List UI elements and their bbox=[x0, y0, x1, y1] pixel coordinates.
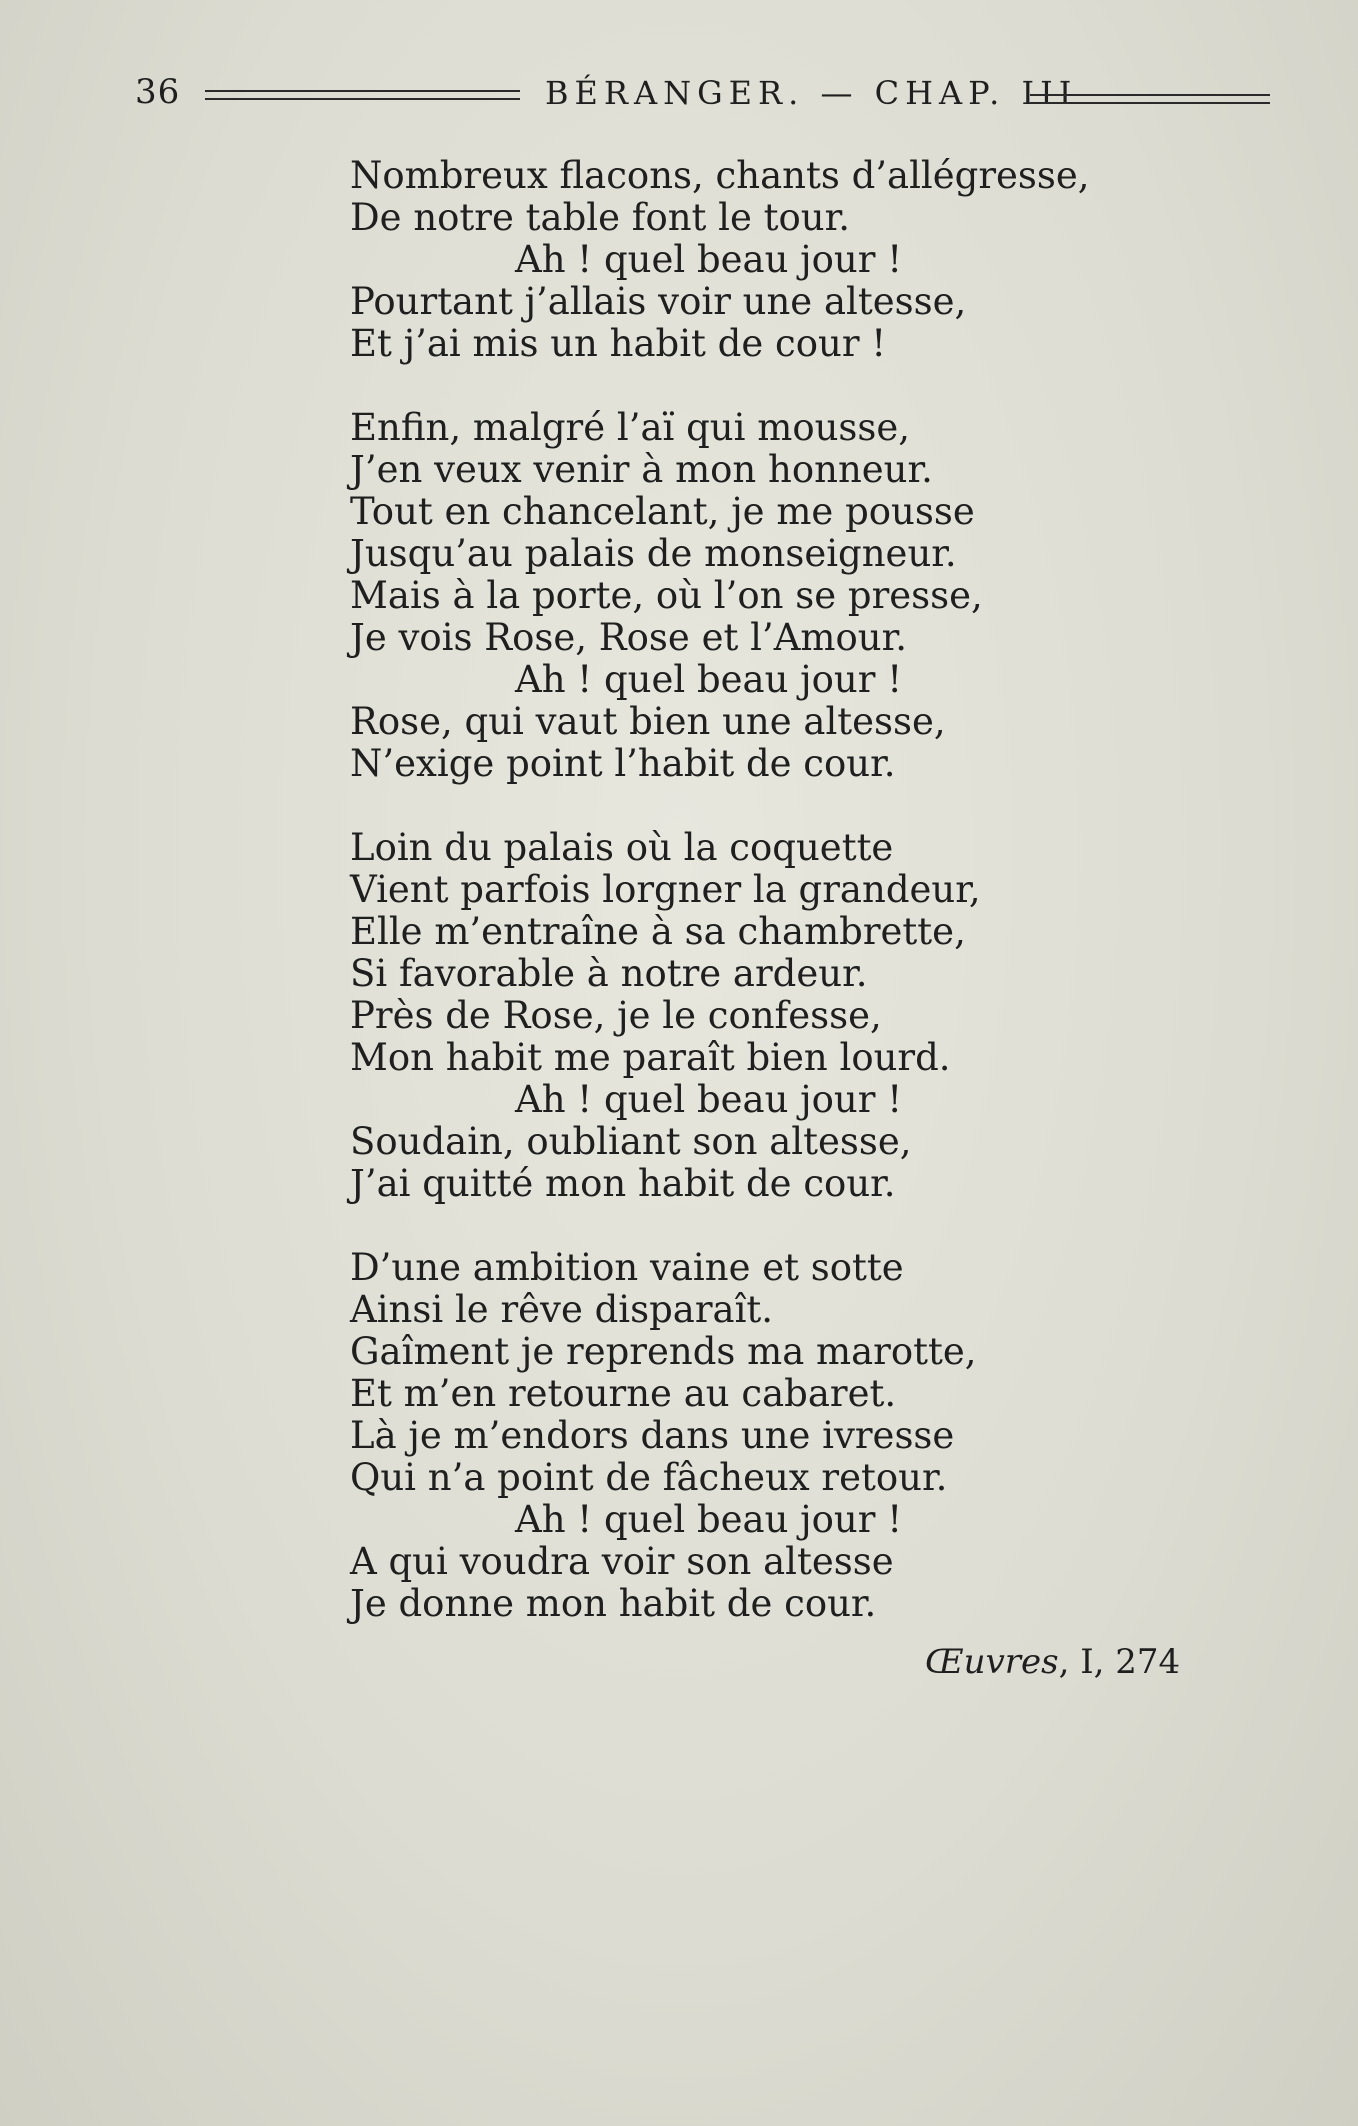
verse-line: J’ai quitté mon habit de cour. bbox=[350, 1162, 896, 1205]
verse-line: Je donne mon habit de cour. bbox=[350, 1582, 877, 1625]
verse-line: J’en veux venir à mon honneur. bbox=[350, 448, 933, 491]
stanza-3 bbox=[350, 827, 1110, 1205]
verse-line: Ainsi le rêve disparaît. bbox=[350, 1288, 774, 1331]
running-head: BÉRANGER. — CHAP. III bbox=[545, 74, 1078, 112]
source-title: Œuvres bbox=[925, 1642, 1059, 1682]
verse-line: A qui voudra voir son altesse bbox=[350, 1540, 894, 1583]
verse-line: Jusqu’au palais de monseigneur. bbox=[350, 532, 957, 575]
source-citation bbox=[925, 1642, 1180, 1682]
verse-line: Je vois Rose, Rose et l’Amour. bbox=[350, 616, 907, 659]
source-reference: , I, 274 bbox=[1058, 1642, 1181, 1682]
refrain-line: Ah ! quel beau jour ! bbox=[515, 658, 903, 701]
refrain-line: Ah ! quel beau jour ! bbox=[515, 1078, 903, 1121]
verse-line: Enfin, malgré l’aï qui mousse, bbox=[350, 406, 911, 449]
page-number: 36 bbox=[135, 72, 181, 112]
verse-line: Tout en chancelant, je me pousse bbox=[350, 490, 975, 533]
header-rule-right bbox=[1030, 94, 1270, 104]
verse-line: Si favorable à notre ardeur. bbox=[350, 952, 868, 995]
verse-line: Là je m’endors dans une ivresse bbox=[350, 1414, 955, 1457]
verse-line: Gaîment je reprends ma marotte, bbox=[350, 1330, 977, 1373]
verse-line: Et j’ai mis un habit de cour ! bbox=[350, 322, 887, 365]
refrain-line: Ah ! quel beau jour ! bbox=[515, 238, 903, 281]
verse-line: Pourtant j’allais voir une altesse, bbox=[350, 280, 967, 323]
verse-line: Près de Rose, je le confesse, bbox=[350, 994, 882, 1037]
verse-line: N’exige point l’habit de cour. bbox=[350, 742, 896, 785]
page-header bbox=[135, 72, 1270, 116]
verse-line: Mon habit me paraît bien lourd. bbox=[350, 1036, 951, 1079]
verse-line: Loin du palais où la coquette bbox=[350, 826, 894, 869]
verse-line: De notre table font le tour. bbox=[350, 196, 851, 239]
stanza-2 bbox=[350, 407, 1110, 785]
verse-line: Nombreux flacons, chants d’allégresse, bbox=[350, 154, 1090, 197]
verse-line: Mais à la porte, où l’on se presse, bbox=[350, 574, 983, 617]
verse-line: Qui n’a point de fâcheux retour. bbox=[350, 1456, 948, 1499]
stanza-1 bbox=[350, 155, 1110, 365]
verse-line: Vient parfois lorgner la grandeur, bbox=[350, 868, 981, 911]
verse-line: Rose, qui vaut bien une altesse, bbox=[350, 700, 946, 743]
verse-line: Soudain, oubliant son altesse, bbox=[350, 1120, 912, 1163]
poem bbox=[350, 155, 1110, 1667]
stanza-4 bbox=[350, 1247, 1110, 1625]
header-rule-left bbox=[205, 90, 520, 100]
verse-line: D’une ambition vaine et sotte bbox=[350, 1246, 904, 1289]
verse-line: Et m’en retourne au cabaret. bbox=[350, 1372, 897, 1415]
refrain-line: Ah ! quel beau jour ! bbox=[515, 1498, 903, 1541]
verse-line: Elle m’entraîne à sa chambrette, bbox=[350, 910, 966, 953]
